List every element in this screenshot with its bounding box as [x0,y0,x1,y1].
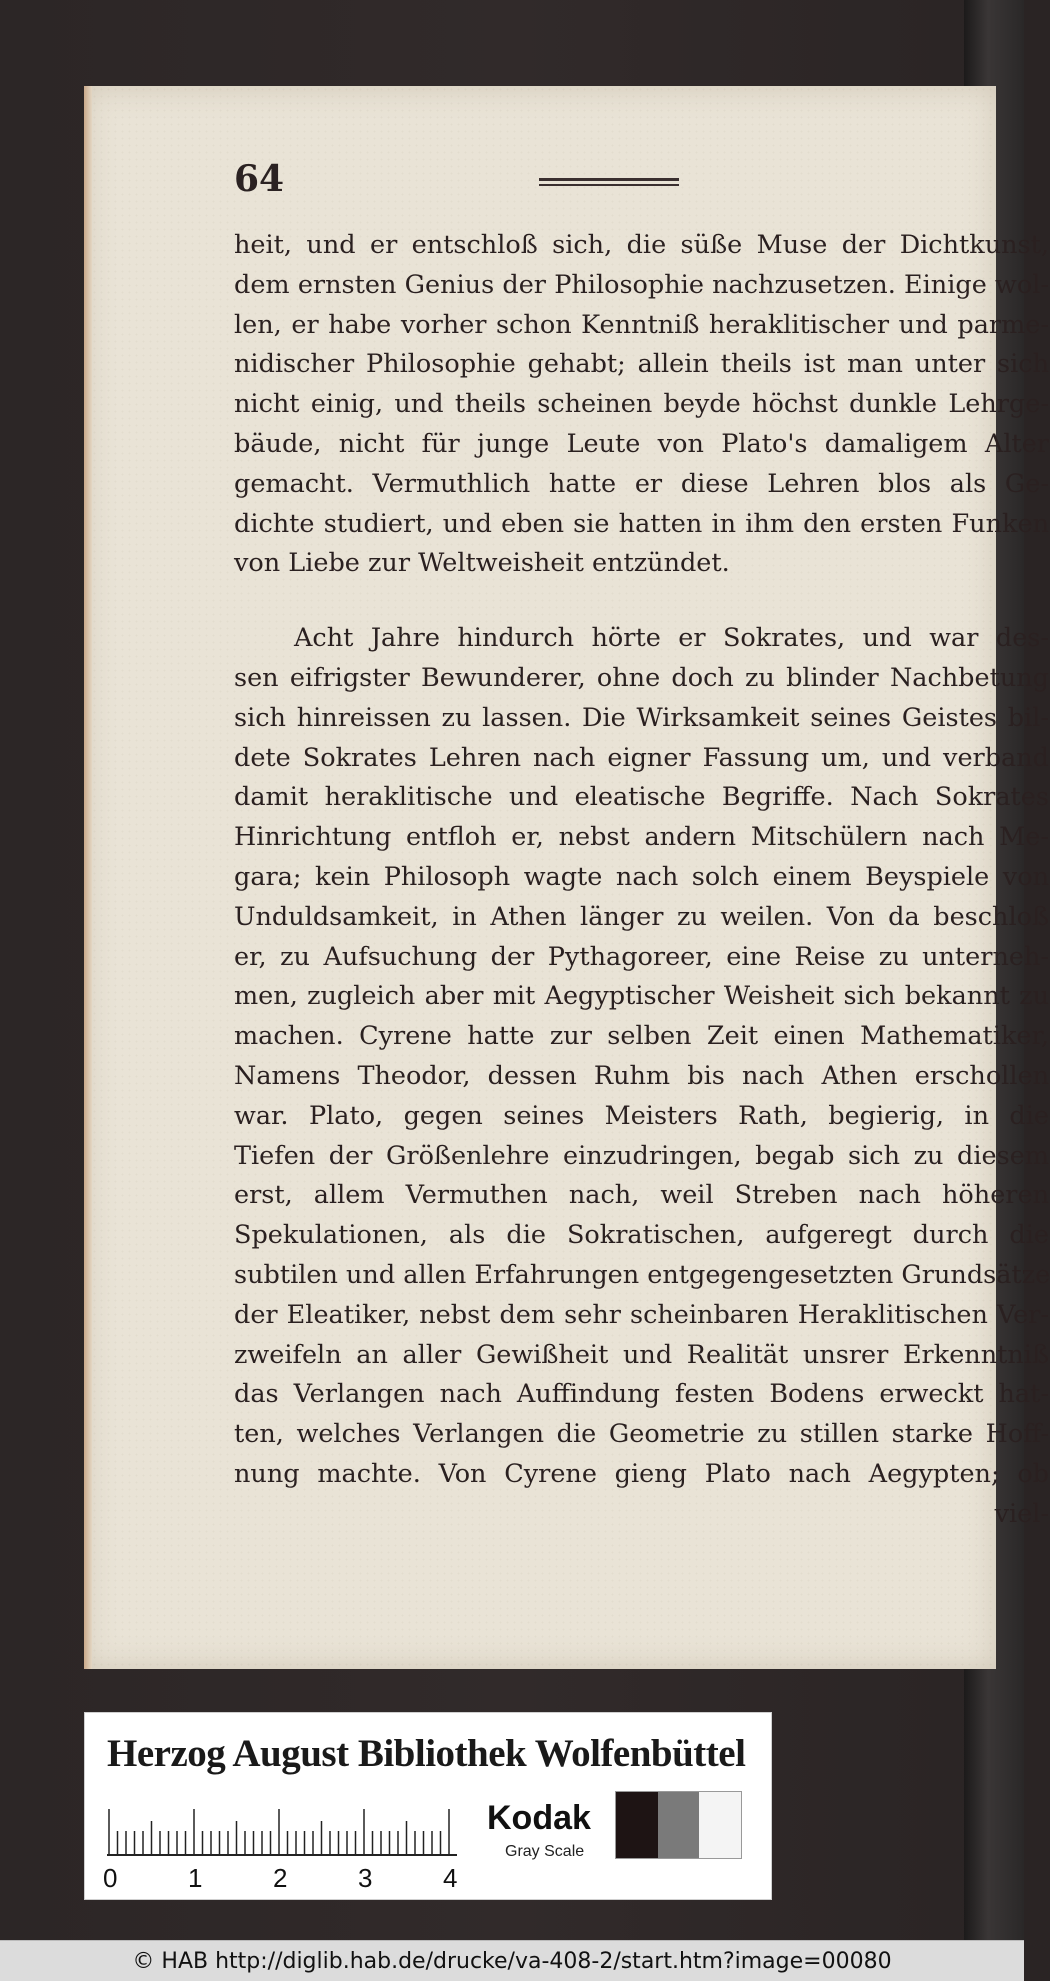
text-line: gemacht. Vermuthlich hatte er diese Lehren blos als Ge- [234,468,1049,499]
text-line: sen eifrigster Bewunderer, ohne doch zu blinder Nachbetung [234,662,1049,693]
text-line: nidischer Philosophie gehabt; allein theils ist man unter sich [234,349,1049,380]
ruler-numbers [103,1863,463,1893]
text-line: Tiefen der Größenlehre einzudringen, begab sich zu diesem [234,1140,1049,1171]
text-line: Acht Jahre hindurch hörte er Sokrates, und war des- [294,623,1049,654]
gray-swatch [616,1792,658,1858]
page-number: 64 [234,158,285,200]
ruler-number: 0 [103,1863,118,1893]
text-line: nicht einig, und theils scheinen beyde höchst dunkle Lehrge- [234,389,1049,420]
gray-swatch [658,1792,700,1858]
color-calibration-card [84,1712,772,1900]
gray-swatch [699,1792,741,1858]
text-line: Unduldsamkeit, in Athen länger zu weilen. Von da beschloß [234,901,1049,932]
text-line: der Eleatiker, nebst dem sehr scheinbaren Heraklitischen Ver- [234,1299,1049,1330]
book-page [84,86,1050,1669]
text-line: er, zu Aufsuchung der Pythagoreer, eine Reise zu unterneh- [234,941,1049,972]
footer-text: © HAB http://diglib.hab.de/drucke/va-408-2/start.htm?image=00080 [132,1948,892,1974]
text-line: war. Plato, gegen seines Meisters Rath, begierig, in die [234,1100,1049,1131]
text-line: dichte studiert, und eben sie hatten in ihm den ersten Funken [234,508,1049,539]
text-line: Hinrichtung entfloh er, nebst andern Mitschülern nach Me- [234,822,1049,853]
text-line: dem ernsten Genius der Philosophie nachzusetzen. Einige wol- [234,269,1049,300]
ruler-scale [107,1805,457,1857]
text-line: gara; kein Philosoph wagte nach solch einem Beyspiele von [234,861,1049,892]
text-line: ten, welches Verlangen die Geometrie zu stillen starke Hoff- [234,1419,1049,1450]
ruler-number: 3 [358,1863,373,1893]
gray-scale-swatches [615,1791,742,1859]
ruler-number: 2 [273,1863,288,1893]
text-line: nung machte. Von Cyrene gieng Plato nach Aegypten; ob [234,1458,1049,1489]
text-line: zweifeln an aller Gewißheit und Realität unsrer Erkenntniß [234,1339,1049,1370]
text-line: subtilen und allen Erfahrungen entgegengesetzten Grundsätze [234,1259,1050,1290]
paragraph-gap [234,584,1049,619]
text-line: damit heraklitische und eleatische Begriffe. Nach Sokrates [234,782,1049,813]
ruler-number: 1 [188,1863,203,1893]
body-text [234,226,1049,1535]
text-line: bäude, nicht für junge Leute von Plato's damaligem Alter [234,428,1049,459]
header-rule [539,178,679,186]
ruler-number: 4 [443,1863,458,1893]
kodak-logo: Kodak [487,1799,591,1837]
text-line: das Verlangen nach Auffindung festen Bodens erweckt hat- [234,1379,1049,1410]
page-edge [84,86,92,1669]
text-line: men, zugleich aber mit Aegyptischer Weisheit sich bekannt zu [234,981,1049,1012]
text-line: Spekulationen, als die Sokratischen, aufgeregt durch die [234,1220,1049,1251]
text-line: sich hinreissen zu lassen. Die Wirksamkeit seines Geistes bil- [234,702,1049,733]
text-line: len, er habe vorher schon Kenntniß heraklitischer und parme- [234,309,1049,340]
text-line: von Liebe zur Weltweisheit entzündet. [234,548,730,579]
text-line: Namens Theodor, dessen Ruhm bis nach Athen erschollen [234,1060,1049,1091]
library-name: Herzog August Bibliothek Wolfenbüttel [107,1732,746,1775]
text-line: dete Sokrates Lehren nach eigner Fassung um, und verband [234,742,1049,773]
text-line: machen. Cyrene hatte zur selben Zeit einen Mathematiker, [234,1021,1049,1052]
text-line: erst, allem Vermuthen nach, weil Streben nach höheren [234,1180,1049,1211]
text-line: heit, und er entschloß sich, die süße Muse der Dichtkunst, [234,230,1049,260]
catchword: viel- [994,1498,1049,1529]
gray-scale-label: Gray Scale [505,1843,585,1860]
copyright-footer [0,1940,1024,1981]
